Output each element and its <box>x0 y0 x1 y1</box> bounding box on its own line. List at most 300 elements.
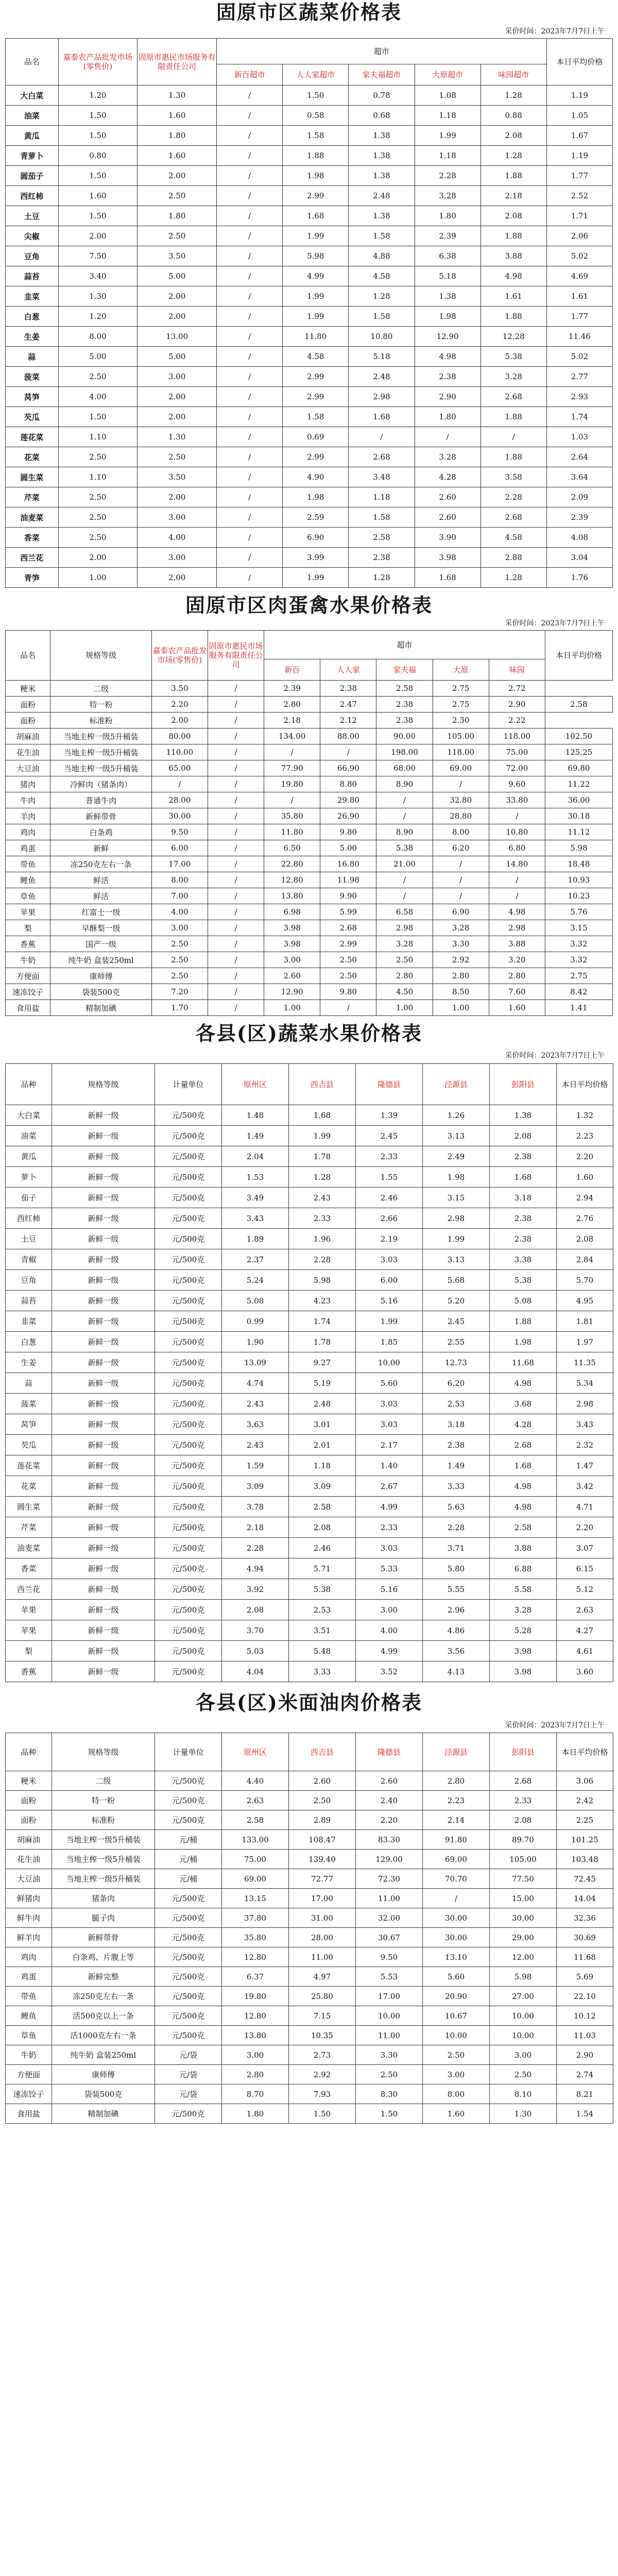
price-cell: 72.30 <box>356 1869 423 1889</box>
price-cell: 1.80 <box>415 206 480 226</box>
section-title: 固原市区蔬菜价格表 <box>216 1 402 24</box>
price-cell: 5.18 <box>415 266 480 286</box>
header-supermarket-4: 大原 <box>433 659 489 681</box>
price-cell: 元/500克 <box>155 1967 222 1987</box>
price-cell: 3.98 <box>264 920 320 936</box>
price-cell: 白条鸡 <box>50 824 152 840</box>
price-cell: 1.80 <box>415 407 480 427</box>
price-cell: 元/袋 <box>155 2045 222 2065</box>
header-market-huimin: 固原市惠民市场服务有限责任公司 <box>208 631 264 681</box>
price-cell: 4.94 <box>222 1558 289 1579</box>
average-price-cell: 10.23 <box>545 888 612 904</box>
price-cell: 1.68 <box>490 1455 557 1476</box>
price-cell: 1.60 <box>58 186 138 206</box>
average-price-cell: 2.22 <box>489 713 545 728</box>
table-row <box>6 1476 613 1497</box>
table-row <box>6 1291 613 1311</box>
price-cell: 2.00 <box>138 286 217 307</box>
price-cell: 2.43 <box>222 1435 289 1455</box>
price-cell: 29.80 <box>320 792 376 808</box>
price-cell: 13.10 <box>423 1947 490 1967</box>
price-cell: 2.40 <box>356 1791 423 1810</box>
price-cell: 3.88 <box>480 246 546 266</box>
price-cell: 1.00 <box>58 568 138 588</box>
collection-date: 采价时间：2023年7月7日上午 <box>505 619 605 628</box>
table-row <box>6 1791 613 1810</box>
price-cell: 鲜活 <box>50 872 152 888</box>
price-cell: / <box>217 126 283 146</box>
price-cell: 9.60 <box>489 776 545 792</box>
price-cell: 新鲜一级 <box>52 1394 155 1414</box>
price-cell: 11.00 <box>356 1889 423 1908</box>
price-table <box>5 1733 613 2124</box>
price-cell: 1.80 <box>222 2104 289 2124</box>
item-name-cell: 方便面 <box>6 968 50 984</box>
price-cell: 0.99 <box>222 1311 289 1332</box>
item-name-cell: 牛奶 <box>6 952 50 968</box>
price-cell: 8.90 <box>376 824 433 840</box>
price-cell: / <box>208 792 264 808</box>
price-cell: 6.38 <box>415 246 480 266</box>
average-price-cell: 2.74 <box>557 2065 613 2084</box>
price-cell: 90.00 <box>376 728 433 744</box>
price-cell: 1.50 <box>289 2104 356 2124</box>
price-cell: 1.88 <box>283 146 349 166</box>
price-cell: 12.90 <box>264 984 320 1000</box>
table-row <box>6 872 613 888</box>
price-cell: 2.38 <box>376 713 433 728</box>
price-cell: 2.50 <box>58 507 138 528</box>
price-cell: 10.00 <box>490 2026 557 2045</box>
price-cell: 2.99 <box>320 936 376 952</box>
price-cell: 5.63 <box>423 1497 490 1517</box>
item-name-cell: 西红柿 <box>6 1208 52 1229</box>
price-cell: 118.00 <box>433 744 489 760</box>
price-cell: 2.28 <box>480 487 546 507</box>
average-price-cell: 5.02 <box>546 246 612 266</box>
price-cell: 5.68 <box>423 1270 490 1291</box>
item-name-cell: 面粉 <box>6 1791 52 1810</box>
table-row <box>6 824 613 840</box>
average-price-cell: 1.61 <box>546 286 612 307</box>
price-cell: / <box>376 808 433 824</box>
price-cell: 3.38 <box>490 1249 557 1270</box>
price-cell: 4.23 <box>289 1291 356 1311</box>
price-cell: 腿子肉 <box>52 1908 155 1928</box>
table-row <box>6 936 613 952</box>
price-cell: 元/500克 <box>155 1126 222 1146</box>
average-price-cell: 5.70 <box>557 1270 613 1291</box>
price-cell: 2.00 <box>138 166 217 186</box>
price-cell: 2.53 <box>423 1394 490 1414</box>
price-cell: 2.80 <box>433 968 489 984</box>
average-price-cell: 11.46 <box>546 327 612 347</box>
price-cell: 2.00 <box>58 226 138 246</box>
price-cell: 8.90 <box>376 776 433 792</box>
average-price-cell: 5.34 <box>557 1373 613 1394</box>
price-cell: 3.20 <box>489 952 545 968</box>
table-row <box>6 1600 613 1620</box>
price-cell: / <box>217 166 283 186</box>
price-cell: / <box>217 487 283 507</box>
price-cell: 32.00 <box>356 1908 423 1928</box>
price-cell: 3.00 <box>138 548 217 568</box>
average-price-cell: 1.76 <box>546 568 612 588</box>
table-row <box>6 106 613 126</box>
price-cell: 88.00 <box>320 728 376 744</box>
price-cell: 133.00 <box>222 1830 289 1850</box>
price-cell: 2.39 <box>264 681 320 697</box>
item-name-cell: 圆生菜 <box>6 467 59 487</box>
table-row <box>6 1229 613 1249</box>
average-price-cell: 30.18 <box>545 808 612 824</box>
price-cell: 5.00 <box>138 347 217 367</box>
price-cell: 27.00 <box>490 1987 557 2006</box>
price-cell: 当地主榨一级5升桶装 <box>50 728 152 744</box>
price-cell: 2.50 <box>423 2045 490 2065</box>
header-county-1: 原州区 <box>222 1064 289 1105</box>
price-cell: 4.13 <box>423 1662 490 1682</box>
average-price-cell: 3.07 <box>557 1538 613 1558</box>
price-cell: 红富士一级 <box>50 904 152 920</box>
price-cell: 1.61 <box>480 286 546 307</box>
price-cell: 2.96 <box>423 1600 490 1620</box>
item-name-cell: 萝卜 <box>6 1167 52 1188</box>
header-supermarket-2: 人人家超市 <box>283 64 349 86</box>
price-cell: 1.40 <box>356 1455 423 1476</box>
price-cell: / <box>208 760 264 776</box>
table-row <box>6 1620 613 1641</box>
price-cell: 10.00 <box>490 2006 557 2026</box>
price-cell: 6.90 <box>283 528 349 548</box>
price-cell: 1.18 <box>289 1455 356 1476</box>
price-cell: / <box>217 367 283 387</box>
price-cell: 3.58 <box>480 467 546 487</box>
item-name-cell: 土豆 <box>6 206 59 226</box>
item-name-cell: 豆角 <box>6 246 59 266</box>
price-cell: 30.67 <box>356 1928 423 1947</box>
item-name-cell: 食用盐 <box>6 2104 52 2124</box>
price-cell: 元/500克 <box>155 1517 222 1538</box>
price-cell: 139.40 <box>289 1850 356 1869</box>
item-name-cell: 圆茄子 <box>6 166 59 186</box>
price-cell: 2.49 <box>423 1146 490 1167</box>
price-cell: 70.70 <box>423 1869 490 1889</box>
price-cell: 83.30 <box>356 1830 423 1850</box>
price-cell: 10.80 <box>489 824 545 840</box>
header-supermarket-1: 新百超市 <box>217 64 283 86</box>
price-cell: 1.00 <box>376 1000 433 1016</box>
price-cell: / <box>208 824 264 840</box>
table-row <box>6 1908 613 1928</box>
price-cell: 2.88 <box>480 548 546 568</box>
average-price-cell: 3.32 <box>545 952 612 968</box>
table-row <box>6 507 613 528</box>
price-cell: / <box>217 467 283 487</box>
price-cell: 4.50 <box>376 984 433 1000</box>
average-price-cell: 32.36 <box>557 1908 613 1928</box>
price-cell: / <box>217 507 283 528</box>
price-cell: 1.88 <box>480 166 546 186</box>
price-cell: / <box>423 1889 490 1908</box>
price-cell: 1.85 <box>356 1332 423 1352</box>
average-price-cell: 3.32 <box>545 936 612 952</box>
price-cell: 4.98 <box>415 347 480 367</box>
price-cell: 0.80 <box>58 146 138 166</box>
average-price-cell: 2.64 <box>546 447 612 467</box>
price-cell: 75.00 <box>222 1850 289 1869</box>
price-cell: 22.80 <box>264 856 320 872</box>
price-cell: 1.48 <box>222 1105 289 1126</box>
section-title: 各县(区)米面油肉价格表 <box>196 1691 422 1714</box>
price-cell: 新鲜一级 <box>52 1311 155 1332</box>
price-cell: 105.00 <box>433 728 489 744</box>
price-cell: 2.00 <box>138 407 217 427</box>
price-cell: 2.99 <box>283 367 349 387</box>
table-row <box>6 246 613 266</box>
price-cell: 17.00 <box>289 1889 356 1908</box>
price-cell: 普通牛肉 <box>50 792 152 808</box>
price-cell: 1.58 <box>349 507 415 528</box>
price-cell: 元/500克 <box>155 1928 222 1947</box>
price-cell: / <box>217 327 283 347</box>
price-cell: 3.00 <box>138 507 217 528</box>
price-cell: 28.00 <box>289 1928 356 1947</box>
price-cell: 8.00 <box>433 824 489 840</box>
header-spec: 规格等级 <box>52 1733 155 1771</box>
header-market-jiatai: 嘉泰农产品批发市场(零售价) <box>151 631 208 681</box>
table-row <box>6 327 613 347</box>
price-cell: / <box>489 872 545 888</box>
price-cell: 3.09 <box>289 1476 356 1497</box>
price-cell: 1.00 <box>433 1000 489 1016</box>
price-cell: 3.52 <box>356 1662 423 1682</box>
price-cell: 元/500克 <box>155 1414 222 1435</box>
table-row <box>6 1249 613 1270</box>
price-cell: 10.00 <box>423 2026 490 2045</box>
price-cell: 1.39 <box>356 1105 423 1126</box>
price-cell: / <box>376 792 433 808</box>
header-unit: 计量单位 <box>155 1733 222 1771</box>
item-name-cell: 猪肉 <box>6 776 50 792</box>
price-cell: 新鲜一级 <box>52 1208 155 1229</box>
price-cell: 5.38 <box>480 347 546 367</box>
price-cell: 1.88 <box>490 1311 557 1332</box>
item-name-cell: 油麦菜 <box>6 507 59 528</box>
price-cell: 4.90 <box>283 467 349 487</box>
average-price-cell: 2.93 <box>546 387 612 407</box>
price-cell: 元/500克 <box>155 1105 222 1126</box>
price-cell: 2.80 <box>264 697 320 713</box>
item-name-cell: 牛肉 <box>6 792 50 808</box>
price-cell: 元/500克 <box>155 1373 222 1394</box>
price-cell: 3.00 <box>490 2045 557 2065</box>
average-price-cell: 3.15 <box>545 920 612 936</box>
header-county-3: 隆德县 <box>356 1064 423 1105</box>
price-cell: 4.58 <box>283 347 349 367</box>
average-price-cell: 2.52 <box>546 186 612 206</box>
table-row <box>6 1167 613 1188</box>
table-row <box>6 808 613 824</box>
price-cell: 2.00 <box>138 387 217 407</box>
item-name-cell: 鸡蛋 <box>6 1967 52 1987</box>
item-name-cell: 速冻饺子 <box>6 984 50 1000</box>
item-name-cell: 豆角 <box>6 1270 52 1291</box>
average-price-cell: 2.20 <box>557 1146 613 1167</box>
average-price-cell: 72.45 <box>557 1869 613 1889</box>
table-body <box>6 86 613 588</box>
price-cell: / <box>208 697 264 713</box>
price-cell: 2.23 <box>423 1791 490 1810</box>
price-cell: 2.50 <box>376 952 433 968</box>
item-name-cell: 鸡蛋 <box>6 840 50 856</box>
price-cell: 2.18 <box>480 186 546 206</box>
price-cell: 1.98 <box>283 487 349 507</box>
price-cell: 2.58 <box>349 528 415 548</box>
price-cell: / <box>433 856 489 872</box>
price-cell: 3.98 <box>415 548 480 568</box>
price-cell: 2.50 <box>289 1791 356 1810</box>
price-cell: 16.80 <box>320 856 376 872</box>
price-cell: 134.00 <box>264 728 320 744</box>
average-price-cell: 6.15 <box>557 1558 613 1579</box>
table-row <box>6 968 613 984</box>
price-cell: 1.99 <box>283 286 349 307</box>
header-supermarket-3: 家夫福超市 <box>349 64 415 86</box>
average-price-cell: 3.42 <box>557 1476 613 1497</box>
price-cell: 新鲜一级 <box>52 1600 155 1620</box>
price-cell: 康师傅 <box>52 2065 155 2084</box>
item-name-cell: 花菜 <box>6 447 59 467</box>
price-cell: 精制加碘 <box>50 1000 152 1016</box>
item-name-cell: 芹菜 <box>6 1517 52 1538</box>
price-cell: 108.47 <box>289 1830 356 1850</box>
price-cell: 2.50 <box>58 528 138 548</box>
table-row <box>6 367 613 387</box>
price-cell: 2.90 <box>415 387 480 407</box>
price-cell: 72.00 <box>489 760 545 776</box>
price-cell: 新鲜一级 <box>52 1352 155 1373</box>
average-price-cell: 1.19 <box>546 86 612 106</box>
price-cell: 2.38 <box>320 681 376 697</box>
price-cell: 新鲜一级 <box>52 1291 155 1311</box>
price-cell: 元/500克 <box>155 1947 222 1967</box>
price-cell: 新鲜一级 <box>52 1188 155 1208</box>
price-cell: 元/500克 <box>155 1455 222 1476</box>
price-cell: 元/500克 <box>155 1791 222 1810</box>
price-cell: 5.60 <box>356 1373 423 1394</box>
price-cell: / <box>217 146 283 166</box>
price-cell: 3.98 <box>490 1662 557 1682</box>
price-cell: 1.68 <box>289 1105 356 1126</box>
price-cell: 新鲜一级 <box>52 1620 155 1641</box>
table-row <box>6 1662 613 1682</box>
price-cell: 91.80 <box>423 1830 490 1850</box>
header-average: 本日平均价格 <box>545 631 612 681</box>
item-name-cell: 莲花菜 <box>6 427 59 447</box>
average-price-cell: 5.76 <box>545 904 612 920</box>
price-cell: 11.80 <box>283 327 349 347</box>
price-cell: 3.50 <box>151 681 208 697</box>
item-name-cell: 面粉 <box>6 1810 52 1830</box>
price-cell: 2.63 <box>222 1791 289 1810</box>
price-cell: / <box>217 548 283 568</box>
price-cell: 77.90 <box>264 760 320 776</box>
price-cell: 3.13 <box>423 1249 490 1270</box>
price-cell: 4.58 <box>480 528 546 548</box>
price-cell: 2.19 <box>356 1229 423 1249</box>
table-row <box>6 548 613 568</box>
price-cell: 元/500克 <box>155 1229 222 1249</box>
price-cell: 元/500克 <box>155 2104 222 2124</box>
price-cell: 2.60 <box>356 1771 423 1791</box>
section-title: 各县(区)蔬菜水果价格表 <box>196 1022 422 1045</box>
item-name-cell: 西兰花 <box>6 548 59 568</box>
price-cell: 2.18 <box>222 1517 289 1538</box>
price-cell: 3.28 <box>415 186 480 206</box>
table-row <box>6 206 613 226</box>
price-cell: / <box>217 307 283 327</box>
price-cell: 活1000克左右一条 <box>52 2026 155 2045</box>
item-name-cell: 香蕉 <box>6 1662 52 1682</box>
item-name-cell: 苹果 <box>6 904 50 920</box>
table-body <box>6 681 613 1016</box>
price-cell: / <box>217 286 283 307</box>
price-cell: 2.20 <box>151 697 208 713</box>
price-cell: 元/500克 <box>155 1908 222 1928</box>
average-price-cell: 1.47 <box>557 1455 613 1476</box>
table-row <box>6 1188 613 1208</box>
price-cell: 1.68 <box>490 1167 557 1188</box>
price-cell: 3.00 <box>222 2045 289 2065</box>
price-cell: 5.48 <box>289 1641 356 1662</box>
price-cell: 新鲜一级 <box>52 1538 155 1558</box>
price-cell: 特一粉 <box>52 1791 155 1810</box>
price-cell: 标准粉 <box>52 1810 155 1830</box>
item-name-cell: 草鱼 <box>6 2026 52 2045</box>
price-cell: 1.88 <box>480 307 546 327</box>
price-cell: 1.98 <box>423 1167 490 1188</box>
price-cell: 纯牛奶 盒装250ml <box>50 952 152 968</box>
average-price-cell: 2.42 <box>557 1791 613 1810</box>
table-row <box>6 856 613 872</box>
price-cell: 11.00 <box>356 2026 423 2045</box>
price-cell: 4.00 <box>58 387 138 407</box>
price-cell: 3.98 <box>490 1641 557 1662</box>
price-cell: 1.90 <box>222 1332 289 1352</box>
price-cell: 4.00 <box>151 904 208 920</box>
price-cell: 国产一级 <box>50 936 152 952</box>
average-price-cell: 1.03 <box>546 427 612 447</box>
price-cell: 3.71 <box>423 1538 490 1558</box>
price-cell: 2.38 <box>490 1229 557 1249</box>
item-name-cell: 大白菜 <box>6 86 59 106</box>
table-row <box>6 681 613 697</box>
item-name-cell: 大豆油 <box>6 760 50 776</box>
average-price-cell: 1.05 <box>546 106 612 126</box>
price-cell: 3.00 <box>138 367 217 387</box>
table-row <box>6 1435 613 1455</box>
price-cell: 21.00 <box>376 856 433 872</box>
price-cell: 元/桶 <box>155 1869 222 1889</box>
price-cell: 1.30 <box>58 286 138 307</box>
price-cell: 65.00 <box>151 760 208 776</box>
table-row <box>6 2045 613 2065</box>
price-cell: 3.30 <box>433 936 489 952</box>
table-row <box>6 728 613 744</box>
item-name-cell: 大白菜 <box>6 1105 52 1126</box>
header-county-1: 原州区 <box>222 1733 289 1771</box>
